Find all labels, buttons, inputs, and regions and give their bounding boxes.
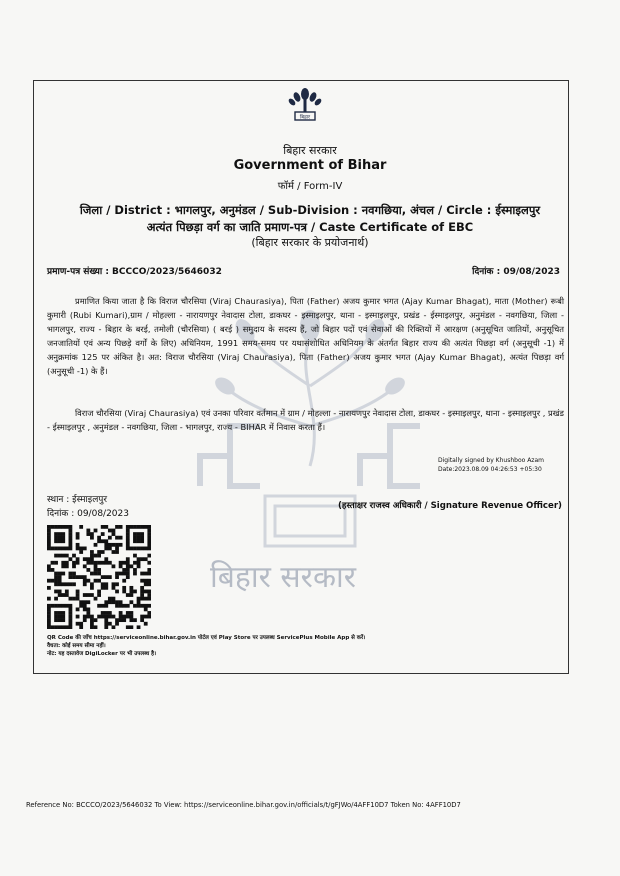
certificate-number: प्रमाण-पत्र संख्या : BCCCO/2023/5646032 bbox=[47, 267, 222, 277]
bihar-emblem-icon bbox=[286, 86, 324, 128]
certificate-title: अत्यंत पिछड़ा वर्ग का जाति प्रमाण-पत्र / Caste Certificate of EBC bbox=[146, 220, 474, 234]
validity-note: वैधता: कोई समय सीमा नहीं। bbox=[47, 643, 106, 649]
verification-notes bbox=[47, 634, 365, 658]
signing-date: दिनांक : 09/08/2023 bbox=[47, 509, 129, 519]
purpose-note: (बिहार सरकार के प्रयोजनार्थ) bbox=[251, 236, 369, 249]
certificate-body-paragraph-1: प्रमाणित किया जाता है कि विराज चौरसिया (Viraj Chaurasiya), पिता (Father) अजय कुमार भगत (Ajay Kumar Bhagat), माता (Mother) रूबी कुमारी (Rubi Kumari),ग्राम / मोहल्ला - नारायणपुर नेवादास टोला, डाकघर - इस्माइलपुर, थाना - इस्माइलपुर, प्रखंड - ईस्माइलपुर, अनुमंडल - नवगछिया, जिला - भागलपुर, राज्य - बिहार के बरई, तमोली (चौरसिया) ( बरई ) समुदाय के सदस्य हैं, जो बिहार पदों एवं सेवाओं की रिक्तियों में आरक्षण (अनुसूचित जातियों, अनुसूचित जनजातियों एवं अन्य पिछड़े वर्गों के लिए) अधिनियम, 1991 समय-समय पर यथासंशोधित अधिनियम के अंतर्गत बिहार राज्य की अत्यंत पिछड़ा वर्ग (अनुसूची -1) में अनुक्रमांक 125 पर अंकित है। अत: विराज चौरसिया (Viraj Chaurasiya), पिता (Father) अजय कुमार भगत (Ajay Kumar Bhagat), अत्यंत पिछड़ा वर्ग (अनुसूची -1) के हैं। bbox=[47, 296, 564, 376]
digital-signature bbox=[438, 456, 544, 474]
qr-verify-note: QR Code की जाँच https://serviceonline.bihar.gov.in पोर्टल एवं Play Store पर उपलब्ध ServicePlus Mobile App से करें। bbox=[47, 635, 366, 641]
place-label: स्थान : ईस्माइलपुर bbox=[47, 495, 108, 505]
digilocker-note: नोट: यह दस्तावेज DigiLocker पर भी उपलब्ध है। bbox=[47, 651, 157, 657]
qr-code-icon bbox=[47, 525, 151, 629]
govt-hindi-heading: बिहार सरकार bbox=[283, 144, 337, 157]
form-number: फॉर्म / Form-IV bbox=[277, 181, 343, 192]
digital-signature-signer: Digitally signed by Khushboo Azam bbox=[438, 457, 544, 464]
digital-signature-date: Date:2023.08.09 04:26:53 +05:30 bbox=[438, 466, 542, 473]
govt-english-heading: Government of Bihar bbox=[233, 158, 387, 173]
certificate-body-paragraph-2: विराज चौरसिया (Viraj Chaurasiya) एवं उनका परिवार वर्तमान में ग्राम / मोहल्ला - नारायणपुर नेवादास टोला, डाकघर - इस्माइलपुर, थाना - इस्माइलपुर , प्रखंड - ईस्माइलपुर , अनुमंडल - नवगछिया, जिला - भागलपुर, राज्य - BIHAR में निवास करता हैं। bbox=[47, 408, 564, 432]
watermark-text: बिहार सरकार bbox=[210, 560, 357, 595]
emblem-label: बिहार bbox=[299, 114, 311, 121]
signature-label: (हस्ताक्षर राजस्व अधिकारी / Signature Revenue Officer) bbox=[337, 501, 562, 511]
district-line: जिला / District : भागलपुर, अनुमंडल / Sub-Division : नवगछिया, अंचल / Circle : ईस्माइलपुर bbox=[79, 203, 541, 217]
issue-date: दिनांक : 09/08/2023 bbox=[472, 267, 560, 277]
reference-footer: Reference No: BCCCO/2023/5646032 To View: https://serviceonline.bihar.gov.in/officials/t/gFJWo/4AFF10D7 Token No: 4AFF10D7 bbox=[26, 801, 461, 809]
